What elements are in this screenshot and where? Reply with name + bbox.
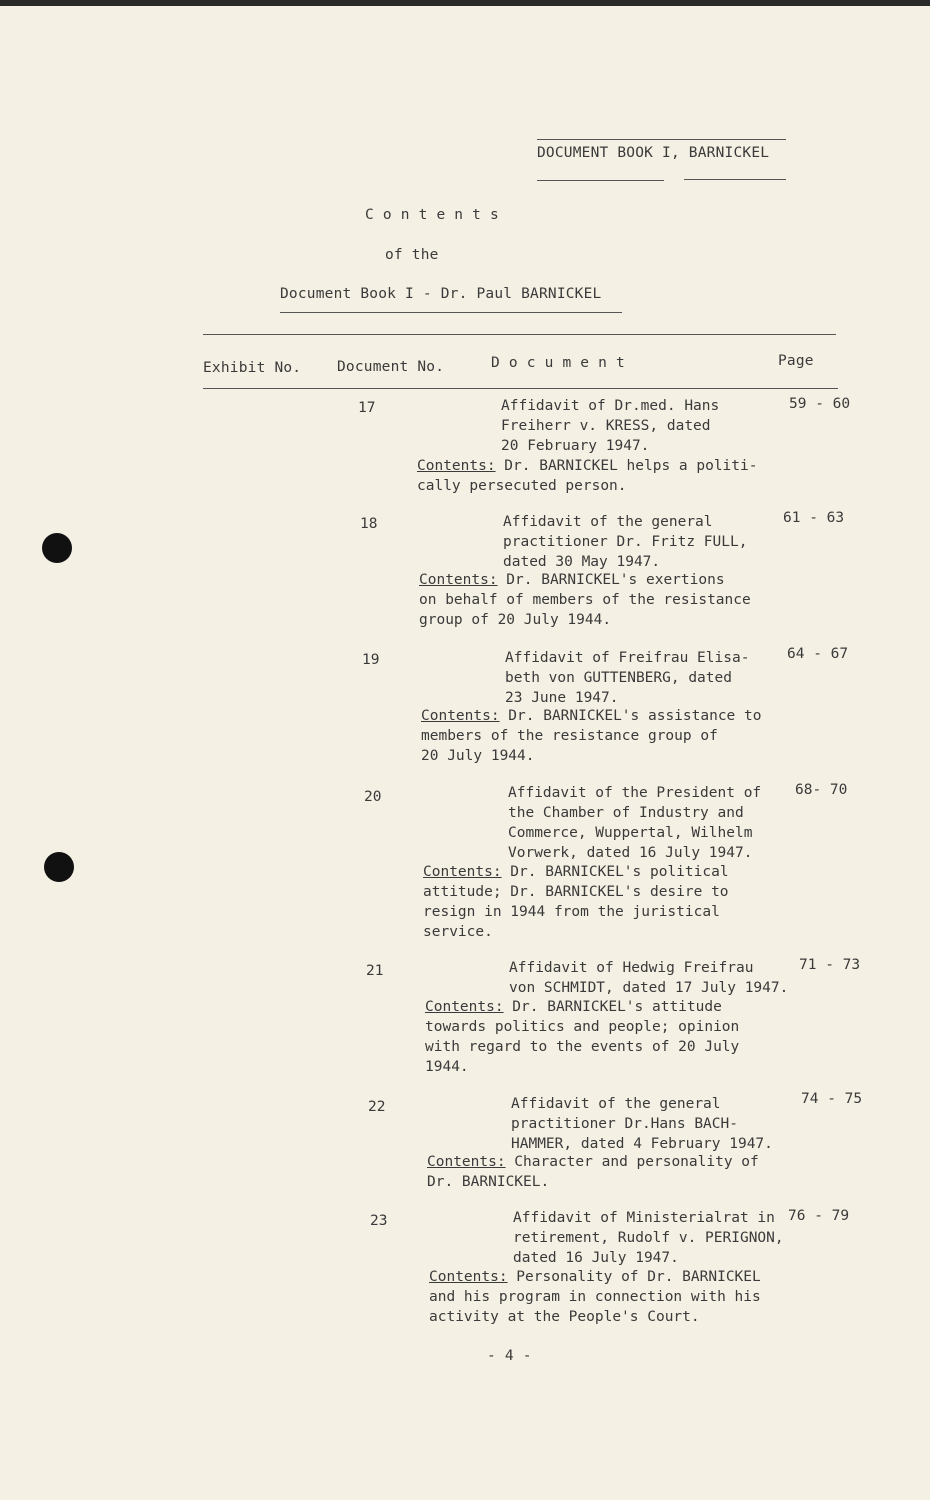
- page-range: 68- 70: [795, 782, 848, 798]
- of-the-text: of the: [385, 247, 439, 263]
- page-range: 64 - 67: [787, 646, 849, 662]
- document-book-subtitle: Document Book I - Dr. Paul BARNICKEL: [280, 286, 602, 302]
- table-header-rule: [203, 388, 838, 389]
- title-rule-bottom-left: [537, 180, 664, 181]
- punch-hole: [42, 533, 72, 563]
- contents-summary: [421, 706, 761, 766]
- contents-label: Contents:: [419, 572, 498, 588]
- contents-summary: [425, 997, 739, 1077]
- contents-summary: [423, 862, 729, 942]
- scan-top-edge: [0, 0, 930, 6]
- book-title: DOCUMENT BOOK I, BARNICKEL: [537, 145, 770, 161]
- column-page: Page: [778, 353, 814, 369]
- contents-label: Contents:: [429, 1269, 508, 1285]
- document-description: Affidavit of Hedwig Freifrau von SCHMIDT, dated 17 July 1947.: [509, 960, 789, 996]
- contents-label: Contents:: [425, 999, 504, 1015]
- document-number: 22: [368, 1099, 386, 1115]
- contents-summary: [419, 570, 751, 630]
- page-range: 61 - 63: [783, 510, 845, 526]
- contents-label: Contents:: [417, 458, 496, 474]
- contents-text: Dr. BARNICKEL's attitude towards politics and people; opinion with regard to the events of 20 July 1944.: [425, 999, 740, 1075]
- table-top-rule: [203, 334, 836, 335]
- contents-text: Character and personality of Dr. BARNICKEL.: [427, 1154, 759, 1190]
- column-document: D o c u m e n t: [491, 355, 625, 371]
- contents-text: Dr. BARNICKEL helps a politi- cally persecuted person.: [417, 458, 758, 494]
- document-number: 17: [358, 400, 376, 416]
- contents-label: Contents:: [423, 864, 502, 880]
- document-number: 20: [364, 789, 382, 805]
- contents-text: Dr. BARNICKEL's exertions on behalf of members of the resistance group of 20 July 1944.: [419, 572, 751, 628]
- document-description: Affidavit of the President of the Chamber of Industry and Commerce, Wuppertal, Wilhelm Vorwerk, dated 16 July 1947.: [508, 785, 762, 861]
- document-number: 21: [366, 963, 384, 979]
- column-exhibit-no: Exhibit No.: [203, 360, 302, 376]
- page-range: 59 - 60: [789, 396, 851, 412]
- document-number: 19: [362, 652, 380, 668]
- contents-text: Dr. BARNICKEL's assistance to members of the resistance group of 20 July 1944.: [421, 708, 762, 764]
- page-number: - 4 -: [487, 1348, 532, 1364]
- contents-label: Contents:: [421, 708, 500, 724]
- contents-label: Contents:: [427, 1154, 506, 1170]
- contents-summary: [427, 1152, 759, 1192]
- page-range: 71 - 73: [799, 957, 861, 973]
- contents-heading: C o n t e n t s: [365, 207, 499, 223]
- subtitle-rule: [280, 312, 622, 313]
- document-description: Affidavit of Dr.med. Hans Freiherr v. KRESS, dated 20 February 1947.: [501, 398, 720, 454]
- page-range: 76 - 79: [788, 1208, 850, 1224]
- document-number: 18: [360, 516, 378, 532]
- contents-text: Dr. BARNICKEL's political attitude; Dr. BARNICKEL's desire to resign in 1944 from the juristical service.: [423, 864, 729, 940]
- column-document-no: Document No.: [337, 359, 445, 375]
- document-description: Affidavit of Freifrau Elisa- beth von GUTTENBERG, dated 23 June 1947.: [505, 650, 750, 706]
- contents-text: Personality of Dr. BARNICKEL and his program in connection with his activity at the People's Court.: [429, 1269, 761, 1325]
- page-range: 74 - 75: [801, 1091, 863, 1107]
- document-description: Affidavit of the general practitioner Dr. Fritz FULL, dated 30 May 1947.: [503, 514, 748, 570]
- contents-summary: [417, 456, 757, 496]
- title-rule-bottom-right: [684, 179, 786, 180]
- document-description: Affidavit of the general practitioner Dr.Hans BACH- HAMMER, dated 4 February 1947.: [511, 1096, 773, 1152]
- document-number: 23: [370, 1213, 388, 1229]
- contents-summary: [429, 1267, 761, 1327]
- title-rule-top: [537, 139, 786, 140]
- document-description: Affidavit of Ministerialrat in retirement, Rudolf v. PERIGNON, dated 16 July 1947.: [513, 1210, 784, 1266]
- punch-hole: [44, 852, 74, 882]
